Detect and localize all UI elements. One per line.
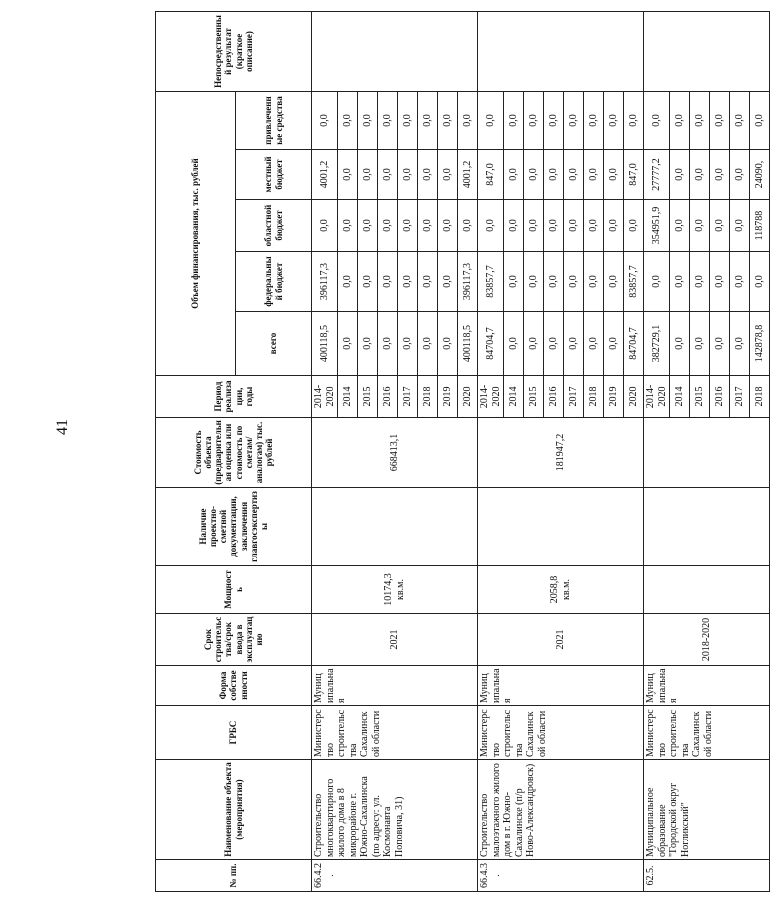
header-period: Период реализации, годы: [156, 376, 312, 418]
cell-regional: 0,0: [690, 200, 710, 252]
cell-total: 0,0: [730, 312, 750, 376]
cell-regional: 0,0: [710, 200, 730, 252]
cell-attracted: 0,0: [504, 92, 524, 150]
cell-local: 0,0: [504, 150, 524, 200]
cell-regional: 0,0: [358, 200, 378, 252]
cell-total: 0,0: [544, 312, 564, 376]
cell-attracted: 0,0: [458, 92, 478, 150]
header-num: № пп.: [156, 860, 312, 892]
object-cost: [644, 418, 770, 488]
header-docs: Наличие проектно-сметной документации, заключения главгосэкспертизы: [156, 488, 312, 566]
cell-attracted: 0,0: [730, 92, 750, 150]
cell-attracted: 0,0: [750, 92, 770, 150]
cell-period: 2019: [604, 376, 624, 418]
cell-period: 2015: [524, 376, 544, 418]
object-grbs: Министерство строительства Сахалинской области: [478, 706, 644, 760]
object-grbs: Министерство строительства Сахалинской области: [312, 706, 478, 760]
cell-period: 2015: [690, 376, 710, 418]
cell-local: 0,0: [710, 150, 730, 200]
cell-local: 0,0: [690, 150, 710, 200]
cell-attracted: 0,0: [338, 92, 358, 150]
cell-regional: 0,0: [624, 200, 644, 252]
cell-federal: 0,0: [670, 252, 690, 312]
cell-local: 0,0: [398, 150, 418, 200]
table-body: [312, 12, 770, 892]
object-number: 62.5.: [644, 860, 770, 892]
cell-attracted: 0,0: [710, 92, 730, 150]
cell-period: 2014: [338, 376, 358, 418]
header-total: всего: [236, 312, 312, 376]
cell-federal: 0,0: [358, 252, 378, 312]
object-docs: [312, 488, 478, 566]
cell-attracted: 0,0: [524, 92, 544, 150]
cell-federal: 0,0: [710, 252, 730, 312]
cell-regional: 0,0: [524, 200, 544, 252]
table-row: [312, 12, 338, 892]
cell-total: 0,0: [584, 312, 604, 376]
cell-regional: 0,0: [338, 200, 358, 252]
cell-federal: 0,0: [418, 252, 438, 312]
cell-total: 400118,5: [458, 312, 478, 376]
cell-local: 4001,2: [312, 150, 338, 200]
header-result: Непосредственный результат (краткое описание): [156, 12, 312, 92]
cell-period: 2016: [378, 376, 398, 418]
header-ownership: Форма собственности: [156, 666, 312, 706]
cell-regional: 0,0: [458, 200, 478, 252]
cell-period: 2017: [398, 376, 418, 418]
cell-period: 2016: [544, 376, 564, 418]
cell-federal: 0,0: [338, 252, 358, 312]
cell-total: 0,0: [564, 312, 584, 376]
cell-regional: 0,0: [670, 200, 690, 252]
header-federal: федеральный бюджет: [236, 252, 312, 312]
funding-table: [155, 11, 770, 892]
header-term: Срок строительства/срок ввода в эксплуатацию: [156, 614, 312, 666]
cell-attracted: 0,0: [418, 92, 438, 150]
cell-total: 84704,7: [478, 312, 504, 376]
cell-period: 2014-2020: [312, 376, 338, 418]
header-regional: областной бюджет: [236, 200, 312, 252]
cell-regional: 0,0: [312, 200, 338, 252]
cell-period: 2014-2020: [644, 376, 670, 418]
cell-total: 0,0: [398, 312, 418, 376]
cell-period: 2018: [750, 376, 770, 418]
cell-federal: 83857,7: [478, 252, 504, 312]
cell-attracted: 0,0: [644, 92, 670, 150]
cell-attracted: 0,0: [624, 92, 644, 150]
cell-total: 0,0: [670, 312, 690, 376]
cell-attracted: 0,0: [358, 92, 378, 150]
cell-period: 2015: [358, 376, 378, 418]
cell-local: 0,0: [438, 150, 458, 200]
object-result: [312, 12, 478, 92]
cell-period: 2019: [438, 376, 458, 418]
cell-local: 0,0: [544, 150, 564, 200]
cell-regional: 0,0: [564, 200, 584, 252]
object-number: 66.4.2.: [312, 860, 478, 892]
cell-total: 0,0: [378, 312, 398, 376]
table-row: [478, 12, 504, 892]
cell-federal: 0,0: [730, 252, 750, 312]
cell-attracted: 0,0: [564, 92, 584, 150]
header-grbs: ГРБС: [156, 706, 312, 760]
cell-total: 0,0: [604, 312, 624, 376]
cell-period: 2018: [584, 376, 604, 418]
cell-attracted: 0,0: [398, 92, 418, 150]
cell-federal: 396117,3: [312, 252, 338, 312]
cell-federal: 0,0: [544, 252, 564, 312]
cell-federal: 0,0: [504, 252, 524, 312]
cell-attracted: 0,0: [544, 92, 564, 150]
object-docs: [478, 488, 644, 566]
cell-attracted: 0,0: [690, 92, 710, 150]
object-capacity: 10174,3 кв.м.: [312, 566, 478, 614]
object-term: 2021: [312, 614, 478, 666]
object-capacity: [644, 566, 770, 614]
table-row: [644, 12, 670, 892]
header-capacity: Мощность: [156, 566, 312, 614]
object-cost: 668413,1: [312, 418, 478, 488]
object-capacity: 2058,8 кв.м.: [478, 566, 644, 614]
cell-regional: 0,0: [478, 200, 504, 252]
header-cost: Стоимость объекта (предварительная оценка или стоимость по сметам/аналогам) тыс. рублей: [156, 418, 312, 488]
cell-regional: 0,0: [504, 200, 524, 252]
cell-regional: 0,0: [398, 200, 418, 252]
header-name: Наименование объекта (мероприятия): [156, 760, 312, 860]
cell-total: 0,0: [438, 312, 458, 376]
object-name: Строительство многоквартирного жилого дома в 8 микрорайоне г. Южно-Сахалинска (по адресу: ул. Космонавта Поповича, 31): [312, 760, 478, 860]
cell-federal: 0,0: [378, 252, 398, 312]
cell-period: 2020: [624, 376, 644, 418]
object-ownership: Муниципальная: [644, 666, 770, 706]
cell-local: 0,0: [730, 150, 750, 200]
cell-federal: 0,0: [524, 252, 544, 312]
cell-federal: 83857,7: [624, 252, 644, 312]
cell-period: 2014: [504, 376, 524, 418]
cell-period: 2017: [564, 376, 584, 418]
object-term: 2021: [478, 614, 644, 666]
cell-total: 382729,1: [644, 312, 670, 376]
object-result: [478, 12, 644, 92]
cell-total: 0,0: [524, 312, 544, 376]
cell-regional: 0,0: [378, 200, 398, 252]
object-name: Строительство малоэтажного жилого дом в г. Южно-Сахалинске (п/р Ново-Александровск): [478, 760, 644, 860]
object-number: 66.4.3.: [478, 860, 644, 892]
object-ownership: Муниципальная: [312, 666, 478, 706]
cell-local: 24090,: [750, 150, 770, 200]
cell-total: 0,0: [338, 312, 358, 376]
cell-period: 2017: [730, 376, 750, 418]
cell-total: 0,0: [710, 312, 730, 376]
cell-period: 2016: [710, 376, 730, 418]
cell-regional: 0,0: [418, 200, 438, 252]
cell-period: 2020: [458, 376, 478, 418]
object-term: 2018-2020: [644, 614, 770, 666]
cell-regional: 0,0: [584, 200, 604, 252]
cell-attracted: 0,0: [604, 92, 624, 150]
cell-local: 0,0: [524, 150, 544, 200]
rotated-table-container: [155, 12, 765, 892]
cell-total: 84704,7: [624, 312, 644, 376]
cell-local: 847,0: [478, 150, 504, 200]
cell-regional: 0,0: [604, 200, 624, 252]
cell-regional: 354951,9: [644, 200, 670, 252]
cell-federal: 0,0: [750, 252, 770, 312]
cell-total: 0,0: [358, 312, 378, 376]
cell-local: 0,0: [418, 150, 438, 200]
cell-federal: 0,0: [438, 252, 458, 312]
cell-regional: 118788: [750, 200, 770, 252]
cell-attracted: 0,0: [584, 92, 604, 150]
cell-attracted: 0,0: [378, 92, 398, 150]
cell-attracted: 0,0: [438, 92, 458, 150]
header-funding-group: Объем финансирования, тыс. рублей: [156, 92, 236, 376]
page-number: 41: [54, 419, 71, 435]
cell-total: 400118,5: [312, 312, 338, 376]
cell-federal: 0,0: [644, 252, 670, 312]
cell-attracted: 0,0: [312, 92, 338, 150]
cell-regional: 0,0: [438, 200, 458, 252]
cell-local: 0,0: [604, 150, 624, 200]
cell-federal: 0,0: [604, 252, 624, 312]
cell-period: 2018: [418, 376, 438, 418]
cell-federal: 0,0: [584, 252, 604, 312]
cell-local: 0,0: [670, 150, 690, 200]
object-name: Муниципальное образование "Городской округ Ногликский": [644, 760, 770, 860]
cell-local: 0,0: [378, 150, 398, 200]
cell-period: 2014: [670, 376, 690, 418]
object-ownership: Муниципальная: [478, 666, 644, 706]
header-attracted: привлеченные средства: [236, 92, 312, 150]
cell-regional: 0,0: [730, 200, 750, 252]
cell-federal: 0,0: [690, 252, 710, 312]
object-cost: 181947,2: [478, 418, 644, 488]
cell-period: 2014-2020: [478, 376, 504, 418]
cell-local: 27777,2: [644, 150, 670, 200]
cell-federal: 0,0: [564, 252, 584, 312]
object-docs: [644, 488, 770, 566]
cell-attracted: 0,0: [670, 92, 690, 150]
cell-local: 0,0: [564, 150, 584, 200]
cell-federal: 0,0: [398, 252, 418, 312]
cell-local: 847,0: [624, 150, 644, 200]
header-local: местный бюджет: [236, 150, 312, 200]
object-grbs: Министерство строительства Сахалинской области: [644, 706, 770, 760]
cell-total: 0,0: [418, 312, 438, 376]
cell-attracted: 0,0: [478, 92, 504, 150]
cell-total: 0,0: [690, 312, 710, 376]
cell-federal: 396117,3: [458, 252, 478, 312]
object-result: [644, 12, 770, 92]
cell-local: 4001,2: [458, 150, 478, 200]
cell-local: 0,0: [338, 150, 358, 200]
cell-local: 0,0: [584, 150, 604, 200]
cell-local: 0,0: [358, 150, 378, 200]
cell-total: 0,0: [504, 312, 524, 376]
cell-regional: 0,0: [544, 200, 564, 252]
cell-total: 142878,8: [750, 312, 770, 376]
